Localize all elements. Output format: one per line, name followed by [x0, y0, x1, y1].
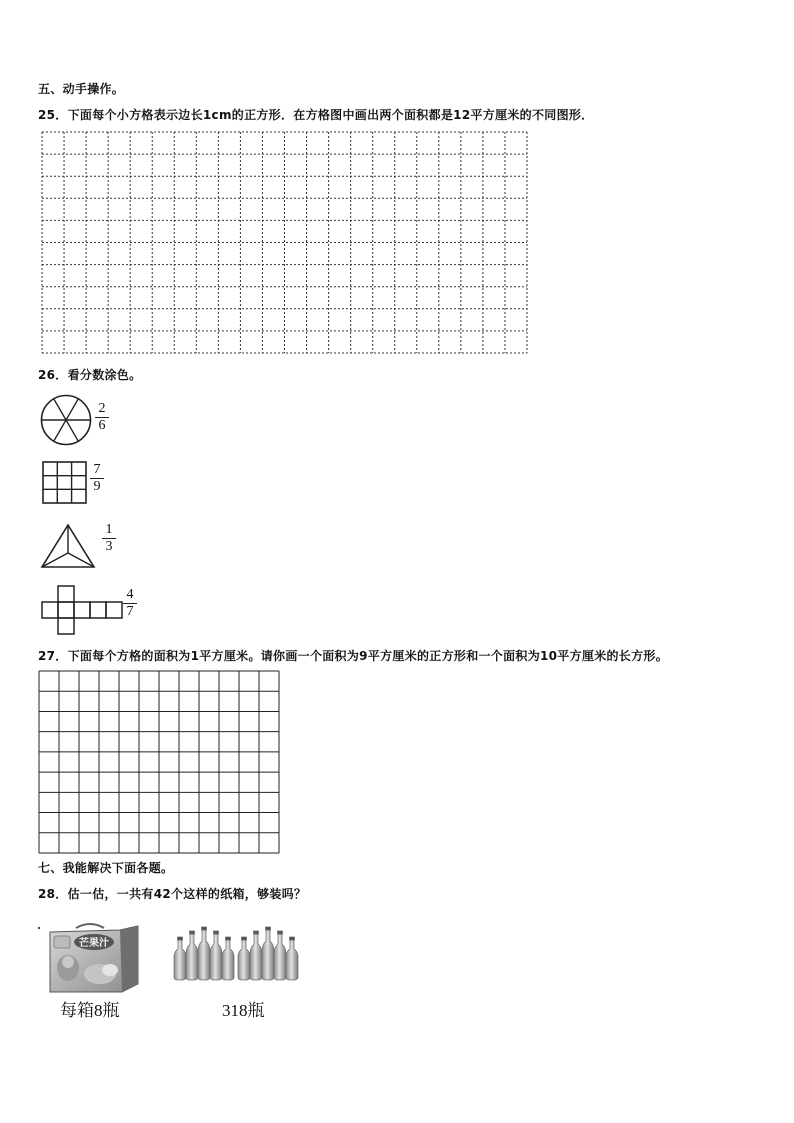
section-heading-5: 五、动手操作。	[38, 82, 125, 96]
fraction-4-7	[123, 588, 137, 619]
cross-net-seven-squares[interactable]	[41, 585, 123, 635]
question-28-text: 28．估一估，一共有42个这样的纸箱，够装吗？	[38, 887, 307, 901]
question-27-text: 27．下面每个方格的面积为1平方厘米。请你画一个面积为9平方厘米的正方形和一个面积为10平方厘米的长方形。	[38, 649, 669, 663]
bottle-shape	[238, 940, 250, 980]
square-nine-grid[interactable]	[42, 461, 87, 504]
denominator: 6	[98, 418, 106, 433]
question-26-text: 26．看分数涂色。	[38, 368, 142, 382]
fraction-7-9	[90, 463, 104, 494]
bottle-cap	[178, 937, 183, 940]
bottle-shape	[250, 934, 262, 980]
juice-carton-image	[46, 922, 142, 994]
fraction-1-3	[102, 523, 116, 554]
bottle-cap	[202, 927, 207, 930]
bottle-cap	[214, 931, 219, 934]
numerator: 2	[98, 401, 106, 416]
fraction-2-6	[95, 402, 109, 433]
bottles-caption: 318瓶	[222, 1001, 265, 1020]
juice-bottles-image	[176, 928, 300, 982]
bottle-cap	[242, 937, 247, 940]
bottle-shape	[274, 934, 286, 980]
bottle-shape	[210, 934, 222, 980]
denominator: 9	[93, 479, 101, 494]
section-heading-7: 七、我能解决下面各题。	[38, 861, 174, 875]
numerator: 4	[126, 587, 134, 602]
triangle-three-parts[interactable]	[40, 523, 96, 569]
q27-solid-grid[interactable]	[38, 670, 280, 854]
numerator: 7	[93, 462, 101, 477]
carton-brand-label: 芒果汁	[79, 938, 109, 949]
bottle-cap	[278, 931, 283, 934]
denominator: 3	[105, 539, 113, 554]
bottle-shape	[262, 930, 274, 980]
circle-six-sectors[interactable]	[40, 394, 92, 446]
bottle-cap	[290, 937, 295, 940]
bottle-shape	[174, 940, 186, 980]
bottle-cap	[254, 931, 259, 934]
q25-dashed-grid[interactable]	[41, 131, 528, 354]
bottle-cap	[266, 927, 271, 930]
bottle-shape	[198, 930, 210, 980]
numerator: 1	[105, 522, 113, 537]
bottle-shape	[286, 940, 298, 980]
bottle-cap	[190, 931, 195, 934]
carton-caption: 每箱8瓶	[60, 1001, 120, 1020]
question-25-text: 25．下面每个小方格表示边长1cm的正方形．在方格图中画出两个面积都是12平方厘米的不同图形．	[38, 108, 594, 122]
bottle-cap	[226, 937, 231, 940]
bottle-shape	[186, 934, 198, 980]
scan-speck	[38, 927, 40, 929]
denominator: 7	[126, 604, 134, 619]
bottle-shape	[222, 940, 234, 980]
